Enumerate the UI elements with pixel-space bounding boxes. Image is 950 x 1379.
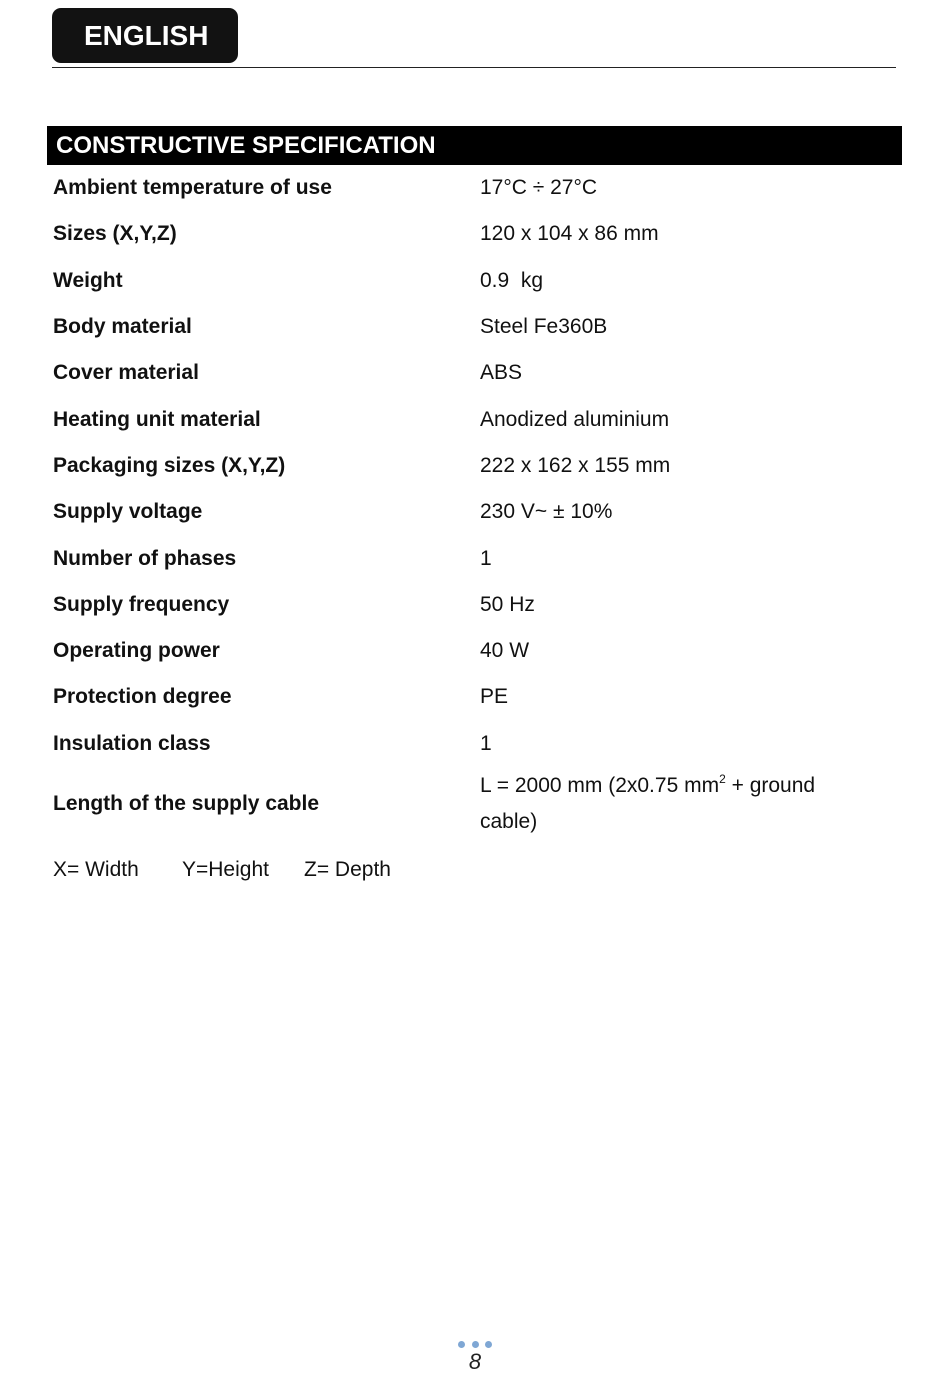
- spec-row: [53, 304, 873, 350]
- spec-value-main: L = 2000 mm (2x0.75 mm: [480, 773, 720, 797]
- spec-table: [53, 165, 873, 838]
- spec-label: Supply frequency: [53, 592, 230, 616]
- spec-value: 120 x 104 x 86 mm: [480, 222, 659, 246]
- spec-row: [53, 674, 873, 720]
- language-tab: [52, 8, 238, 63]
- spec-row: [53, 350, 873, 396]
- spec-value: 50 Hz: [480, 592, 535, 616]
- spec-label: Sizes (X,Y,Z): [53, 222, 177, 246]
- spec-row: [53, 535, 873, 581]
- spec-row: [53, 258, 873, 304]
- spec-value: 1: [480, 546, 492, 570]
- spec-value: 222 x 162 x 155 mm: [480, 453, 671, 477]
- spec-label: Packaging sizes (X,Y,Z): [53, 453, 286, 477]
- legend-height: Y=Height: [182, 858, 269, 881]
- spec-row: [53, 582, 873, 628]
- spec-row: [53, 628, 873, 674]
- spec-label: Number of phases: [53, 546, 237, 570]
- page-number: 8: [468, 1349, 482, 1374]
- spec-row: [53, 396, 873, 442]
- language-tab-label: ENGLISH: [84, 19, 209, 51]
- spec-label: Ambient temperature of use: [53, 176, 332, 200]
- spec-label: Cover material: [53, 361, 199, 385]
- spec-value: Steel Fe360B: [480, 315, 608, 339]
- spec-value: 40 W: [480, 639, 530, 663]
- spec-label: Weight: [53, 268, 123, 292]
- dimension-legend: [53, 858, 391, 882]
- legend-depth: Z= Depth: [304, 858, 391, 881]
- spec-row: [53, 770, 873, 838]
- dot-icon: [472, 1341, 479, 1348]
- spec-label: Operating power: [53, 639, 220, 663]
- spec-label: Protection degree: [53, 685, 232, 709]
- dot-icon: [485, 1341, 492, 1348]
- spec-row: [53, 443, 873, 489]
- spec-row: [53, 165, 873, 211]
- spec-label: Insulation class: [53, 731, 211, 755]
- spec-value: ABS: [480, 361, 523, 385]
- legend-width: X= Width: [53, 858, 139, 881]
- spec-value-superscript: 2: [719, 771, 726, 786]
- spec-value-rest: + ground cable): [480, 773, 816, 833]
- spec-value: Anodized aluminium: [480, 407, 670, 431]
- spec-value-cable-length: [480, 769, 873, 839]
- spec-value: 17°C ÷ 27°C: [480, 176, 598, 200]
- spec-label: Body material: [53, 315, 192, 339]
- spec-value: 1: [480, 731, 492, 755]
- spec-row: [53, 489, 873, 535]
- section-header: [47, 126, 902, 165]
- spec-value: 230 V~ ± 10%: [480, 500, 613, 524]
- section-title: CONSTRUCTIVE SPECIFICATION: [56, 131, 436, 159]
- spec-value: 0.9 kg: [480, 268, 544, 292]
- spec-label: Length of the supply cable: [53, 791, 320, 815]
- page-dots-decoration: [458, 1341, 492, 1349]
- spec-label: Supply voltage: [53, 500, 203, 524]
- spec-row: [53, 211, 873, 257]
- header-divider: [52, 67, 896, 68]
- spec-value: PE: [480, 685, 509, 709]
- spec-row: [53, 721, 873, 767]
- spec-label: Heating unit material: [53, 407, 261, 431]
- dot-icon: [458, 1341, 465, 1348]
